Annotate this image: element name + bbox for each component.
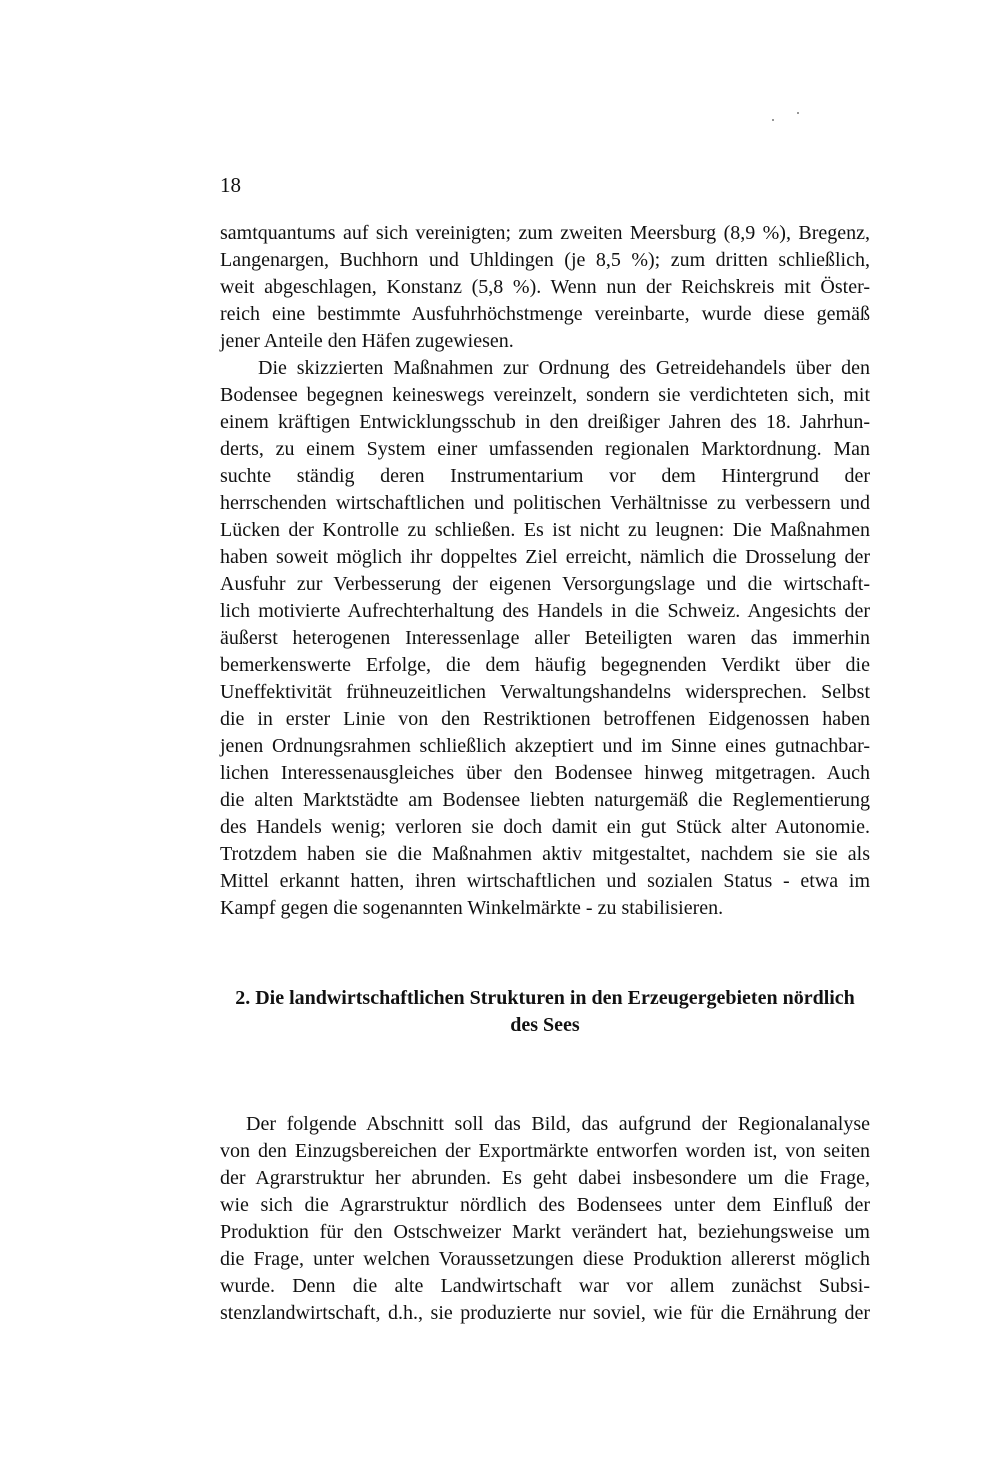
text-line: Ausfuhr zur Verbesserung der eigenen Versorgungslage und die wirtschaft- bbox=[220, 573, 870, 595]
text-line: lichen Interessenausgleiches über den Bodensee hinweg mitgetragen. Auch bbox=[220, 762, 870, 784]
text-line: des Handels wenig; verloren sie doch damit ein gut Stück alter Autonomie. bbox=[220, 816, 870, 838]
text-line: Trotzdem haben sie die Maßnahmen aktiv mitgestaltet, nachdem sie sie als bbox=[220, 843, 870, 865]
text-line: Lücken der Kontrolle zu schließen. Es ist nicht zu leugnen: Die Maßnahmen bbox=[220, 519, 870, 541]
text-line: Produktion für den Ostschweizer Markt verändert hat, beziehungsweise um bbox=[220, 1221, 870, 1243]
page-number: 18 bbox=[220, 173, 241, 197]
text-line: weit abgeschlagen, Konstanz (5,8 %). Wenn nun der Reichskreis mit Öster- bbox=[220, 276, 870, 298]
text-line: suchte ständig deren Instrumentarium vor dem Hintergrund der bbox=[220, 465, 870, 487]
text-line: Die skizzierten Maßnahmen zur Ordnung des Getreidehandels über den bbox=[258, 357, 870, 379]
heading-line: des Sees bbox=[510, 1014, 580, 1036]
text-line: Der folgende Abschnitt soll das Bild, das aufgrund der Regionalanalyse bbox=[246, 1113, 870, 1135]
text-line: Bodensee begegnen keineswegs vereinzelt, sondern sie verdichteten sich, mit bbox=[220, 384, 870, 406]
paragraph bbox=[220, 220, 870, 355]
text-line: herrschenden wirtschaftlichen und politischen Verhältnisse zu verbessern und bbox=[220, 492, 870, 514]
paragraph bbox=[220, 1111, 870, 1327]
text-line: von den Einzugsbereichen der Exportmärkte entworfen worden ist, von seiten bbox=[220, 1140, 870, 1162]
text-line: jener Anteile den Häfen zugewiesen. bbox=[220, 330, 514, 352]
text-line: die Frage, unter welchen Voraussetzungen diese Produktion allererst möglich bbox=[220, 1248, 870, 1270]
text-line: die in erster Linie von den Restriktionen betroffenen Eidgenossen haben bbox=[220, 708, 870, 730]
text-line: haben soweit möglich ihr doppeltes Ziel erreicht, nämlich die Drosselung der bbox=[220, 546, 870, 568]
text-line: wurde. Denn die alte Landwirtschaft war vor allem zunächst Subsi- bbox=[220, 1275, 870, 1297]
heading-line: 2. Die landwirtschaftlichen Strukturen in den Erzeugergebieten nördlich bbox=[235, 987, 855, 1009]
text-line: derts, zu einem System einer umfassenden regionalen Marktordnung. Man bbox=[220, 438, 870, 460]
text-line: Uneffektivität frühneuzeitlichen Verwaltungshandelns widersprechen. Selbst bbox=[220, 681, 870, 703]
text-line: einem kräftigen Entwicklungsschub in den dreißiger Jahren des 18. Jahrhun- bbox=[220, 411, 870, 433]
text-line: reich eine bestimmte Ausfuhrhöchstmenge vereinbarte, wurde diese gemäß bbox=[220, 303, 870, 325]
text-line: jenen Ordnungsrahmen schließlich akzeptiert und im Sinne eines gutnachbar- bbox=[220, 735, 870, 757]
scan-speck bbox=[797, 112, 799, 114]
text-line: Langenargen, Buchhorn und Uhldingen (je 8,5 %); zum dritten schließlich, bbox=[220, 249, 870, 271]
scan-speck bbox=[772, 119, 774, 121]
text-line: äußerst heterogenen Interessenlage aller Beteiligten waren das immerhin bbox=[220, 627, 870, 649]
text-line: stenzlandwirtschaft, d.h., sie produzierte nur soviel, wie für die Ernährung der bbox=[220, 1302, 870, 1324]
body-text bbox=[220, 1111, 870, 1327]
text-line: bemerkenswerte Erfolge, die dem häufig begegnenden Verdikt über die bbox=[220, 654, 870, 676]
text-line: der Agrarstruktur her abrunden. Es geht dabei insbesondere um die Frage, bbox=[220, 1167, 870, 1189]
text-line: Kampf gegen die sogenannten Winkelmärkte - zu stabilisieren. bbox=[220, 897, 724, 919]
body-text bbox=[220, 220, 870, 922]
paragraph bbox=[220, 355, 870, 922]
section-heading bbox=[220, 985, 870, 1039]
text-line: die alten Marktstädte am Bodensee liebten naturgemäß die Reglementierung bbox=[220, 789, 870, 811]
text-line: samtquantums auf sich vereinigten; zum zweiten Meersburg (8,9 %), Bregenz, bbox=[220, 222, 870, 244]
text-line: wie sich die Agrarstruktur nördlich des Bodensees unter dem Einfluß der bbox=[220, 1194, 870, 1216]
text-line: lich motivierte Aufrechterhaltung des Handels in die Schweiz. Angesichts der bbox=[220, 600, 870, 622]
text-line: Mittel erkannt hatten, ihren wirtschaftlichen und sozialen Status - etwa im bbox=[220, 870, 870, 892]
